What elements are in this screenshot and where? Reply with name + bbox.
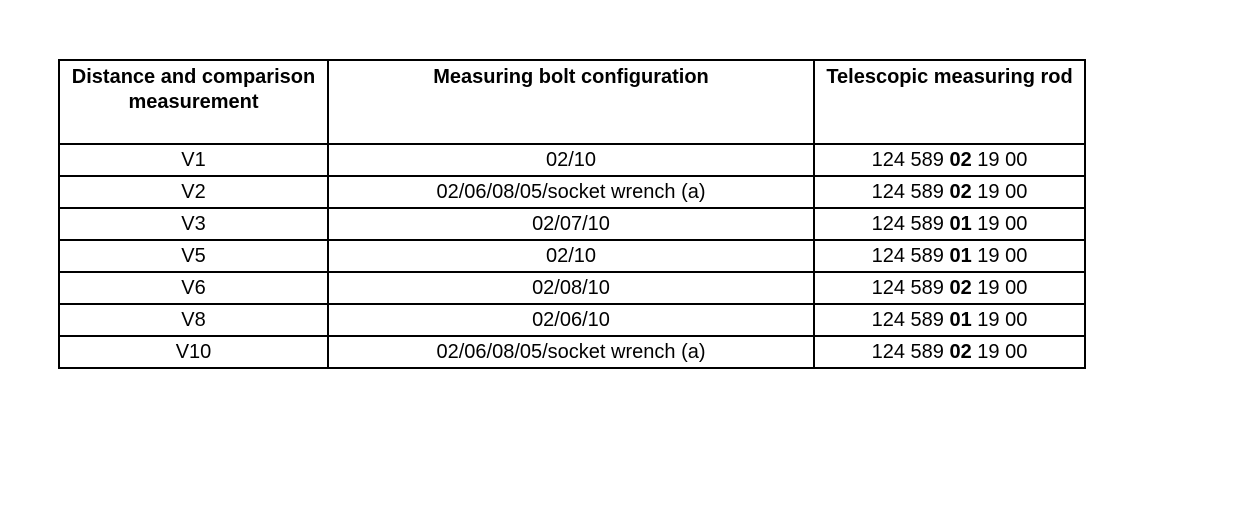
table-row: [59, 240, 1085, 272]
configuration-cell: 02/06/08/05/socket wrench (a): [328, 176, 814, 208]
configuration-cell: 02/08/10: [328, 272, 814, 304]
rod-code: 01: [949, 244, 972, 267]
header-rod: Telescopic measuring rod: [814, 60, 1085, 144]
configuration-cell: 02/06/08/05/socket wrench (a): [328, 336, 814, 368]
measurement-cell: V5: [59, 240, 328, 272]
configuration-cell: 02/07/10: [328, 208, 814, 240]
rod-prefix: 124 589: [871, 340, 944, 363]
rod-prefix: 124 589: [871, 244, 944, 267]
rod-cell: [814, 176, 1085, 208]
measurement-cell: V3: [59, 208, 328, 240]
rod-cell: [814, 208, 1085, 240]
measurement-cell: V2: [59, 176, 328, 208]
measurement-cell: V10: [59, 336, 328, 368]
measurement-cell: V1: [59, 144, 328, 176]
table-body: [59, 144, 1085, 368]
table-row: [59, 176, 1085, 208]
rod-prefix: 124 589: [871, 212, 944, 235]
configuration-cell: 02/10: [328, 144, 814, 176]
measurement-cell: V6: [59, 272, 328, 304]
rod-suffix: 19 00: [977, 308, 1028, 331]
measurement-table: [58, 59, 1086, 369]
rod-code: 02: [949, 148, 972, 171]
rod-suffix: 19 00: [977, 244, 1028, 267]
rod-suffix: 19 00: [977, 276, 1028, 299]
rod-suffix: 19 00: [977, 148, 1028, 171]
rod-cell: [814, 272, 1085, 304]
rod-prefix: 124 589: [871, 276, 944, 299]
configuration-cell: 02/10: [328, 240, 814, 272]
table-row: [59, 272, 1085, 304]
rod-suffix: 19 00: [977, 180, 1028, 203]
configuration-cell: 02/06/10: [328, 304, 814, 336]
measurement-cell: V8: [59, 304, 328, 336]
table-row: [59, 336, 1085, 368]
rod-prefix: 124 589: [871, 180, 944, 203]
rod-prefix: 124 589: [871, 308, 944, 331]
table-row: [59, 144, 1085, 176]
rod-code: 02: [949, 340, 972, 363]
rod-cell: [814, 240, 1085, 272]
header-row: [59, 60, 1085, 144]
rod-cell: [814, 304, 1085, 336]
header-measurement: Distance and comparison measurement: [59, 60, 328, 144]
rod-code: 01: [949, 308, 972, 331]
rod-code: 02: [949, 180, 972, 203]
rod-cell: [814, 144, 1085, 176]
table-row: [59, 304, 1085, 336]
rod-code: 01: [949, 212, 972, 235]
rod-cell: [814, 336, 1085, 368]
header-configuration: Measuring bolt configuration: [328, 60, 814, 144]
rod-prefix: 124 589: [871, 148, 944, 171]
table-row: [59, 208, 1085, 240]
rod-code: 02: [949, 276, 972, 299]
rod-suffix: 19 00: [977, 212, 1028, 235]
rod-suffix: 19 00: [977, 340, 1028, 363]
